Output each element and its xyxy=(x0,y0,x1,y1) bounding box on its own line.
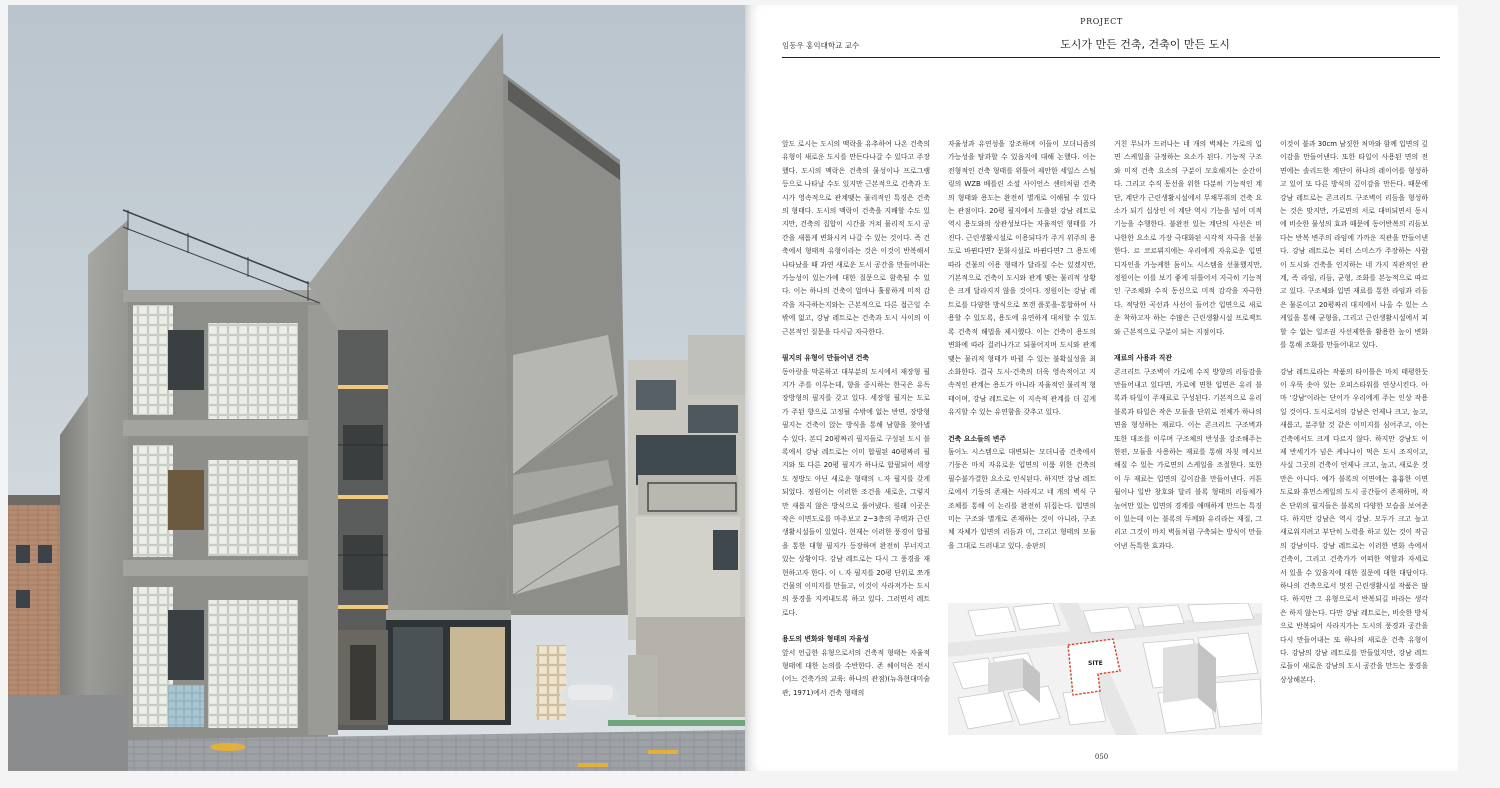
body-paragraph: 자율성과 유연성을 강조하며 이들이 모더니즘의 가능성을 탐과할 수 있음지에 대해 논했다. 이는 전형적인 건축 형태를 위틀어 제안한 세일스 스팀링의 WZB 베를린 소셜 사이언스 센터처럼 건축의 형태와 용도는 완전히 별개로 이해될 수 있다는 관점이다. 20평 필지에서 도출된 강남 레트로 역시 용도와의 상관성보다는 자율적인 형태를 가진다. 근린생활시설로 이용되다가 주거 위주의 용도로 바뀐다면? 문화시설로 바뀐다면? 그 용도에 따라 건물의 이용 형태가 달라질 수는 있겠지만, 기본적으로 건축이 도시와 관계 맺는 물리적 상황은 크게 달라지지 않을 것이다. 정원이는 강남 레트로를 다양한 방식으로 쪼갠 플롯을-통합하여 사용할 수 있도록, 용도에 유연하게 대처할 수 있도록 건축적 해법을 제시했다. 이는 건축이 용도의 변화에 따라 걸러나가고 되물어지며 도시와 관계 맺는 물리적 형태가 바뀔 수 있는 불확실성을 최소화한다. 결국 도시-건축의 더욱 영속적이고 지속적인 관계는 용도가 아니라 자율적인 물리적 형태이며, 강남 레트로는 이 지속적 관계를 더 깊게 유지할 수 있는 유연함을 갖추고 있다. xyxy=(948,140,1096,417)
body-paragraph: 동아랑을 막론하고 대부분의 도시에서 재장형 필지가 주를 이루는데, 향을 중시하는 한국은 유독 장방형의 필지를 갖고 있다. 세장형 필지는 도로가 주된 향으로 고정될 수밖에 없는 반면, 장방형 필지는 건축이 앉는 방식을 통해 남향을 찾아낼 수 있다. 본디 20평짜리 필지들로 구성된 도시 블록에서 강남 레트로는 이미 합필된 40평짜리 필지와 또 다른 20평 필지가 하나로 합필되어 세장도 정방도 아닌 새로운 형태의 ㄴ자 필지를 갖게 되었다. 정원이는 이러한 조건을 새로운, 그렇지만 새롭지 않은 방식으로 풀어냈다. 원래 이곳은 작은 이면도로를 마주보고 2~3층의 주택과 근린생활시설들이 있었다. 현재는 이러한 풍경이 합필을 통한 대형 필지가 등장하며 완전히 무너지고 있는 상황이다. 강남 레트로는 다시 그 풍경을 재현하고자 한다. 이 ㄴ자 필지를 20평 단위로 쪼개 건물의 이미지를 만들고, 이것이 사라져가는 도시의 풍경을 지켜내도록 하고 있다. 그러면서 레트로다. xyxy=(782,367,930,617)
body-paragraph: 앞서 언급한 유형으로서의 건축적 형태는 자율적 형태에 대한 논의를 수반한다. 존 헤이덕은 전시 (어느 건축가의 교육: 하나의 관점)(뉴욕현대미술관, 1971)에서 건축 형태의 xyxy=(782,648,930,697)
body-paragraph: 거친 무늬가 드러나는 네 개의 벽체는 가로의 입면 스케일을 규정하는 요소가 된다. 기능적 구조와 미적 건축 요소의 구분이 모호해지는 순간이다. 그리고 수직 동선을 위한 다분히 기능적인 계단, 계단가 근린생활시설에서 무채무취의 건축 요소가 되기 십상인 이 계단 역시 기능을 넘어 미적 기능을 수행한다. 불완전 있는 계단의 사선은 비나한한 요소로 가장 극대화된 시각적 자극을 선물한다. 르 코르뷔지에는 우리에게 자유로운 입면 디자인을 가능케한 돔이노 시스템을 선물했지만, 정원이는 이를 보기 좋게 뒤틀어서 지극히 기능적인 구조체와 수직 동선으로 미적 감각을 자극한다. 적당한 곡선과 사선이 들어간 입면으로 새로운 착하고자 하는 수많은 근린생활시설 프로젝트와 근본적으로 구분이 되는 지점이다. xyxy=(1114,140,1262,336)
body-paragraph: 돔이노 시스템으로 대변되는 모더니즘 건축에서 기둥은 마치 자유로운 입면의 이룸 위한 건축의 필수불가결한 요소로 인식된다. 하지만 강남 레트로에서 기둥의 존재는 사라지고 네 개의 벽식 구조체를 통해 이 논리를 완전히 뒤집는다. 입면의 미는 구조와 별개로 존재하는 것이 아니라, 구조체 자체가 입면의 리듬과 미, 그리고 형태의 모듈을 그대로 드러내고 있다. 송판의 xyxy=(948,447,1096,550)
page-number: 050 xyxy=(1094,753,1109,761)
section-heading: 필지의 유형이 만들어낸 건축 xyxy=(782,354,870,363)
section-label: PROJECT xyxy=(1080,17,1123,26)
article-page xyxy=(745,5,1458,771)
article-title: 도시가 만든 건축, 건축이 만든 도시 xyxy=(1060,38,1230,51)
body-paragraph: 앞도 로시는 도시의 맥락을 유추하여 나온 건축의 유형이 새로운 도시를 만든다나갈 수 있다고 주장했다. 도시의 맥락은 건축의 물성이나 프로그램 등으로 나타날 수도 있지만 근본적으로 건축과 도시가 영속적으로 관계맺는 물리적인 특징은 건축의 형태다. 도시의 맥락이 건축을 지배할 수도 있지만, 건축의 집합이 시간을 거쳐 물리적 도시 공간을 새롭게 변화시켜 나갈 수 있는 것이다. 즉 건축에서 형태적 유형이라는 것은 이것이 반복해서 나타났을 때 과연 새로운 도시 공간을 만들어내는 가능성이 있는가에 대한 질문으로 함축될 수 있다. 이는 하나의 건축이 얼마나 훌륭하게 미적 감각을 자극하는지와는 근본적으로 다른 접근일 수밖에 없고, 강남 레트로는 건축과 도시 사이의 이 근본적인 질문을 다시금 자극한다. xyxy=(782,140,930,336)
text-column-4 xyxy=(1280,138,1428,750)
section-heading: 용도의 변화와 형태의 자율성 xyxy=(782,635,870,644)
site-label: SITE xyxy=(1088,660,1103,667)
author-byline: 임동우 홍익대학교 교수 xyxy=(782,41,860,50)
header-rule xyxy=(782,57,1440,58)
text-column-2 xyxy=(948,138,1096,608)
building-photograph xyxy=(8,5,745,771)
section-heading: 건축 요소들의 변주 xyxy=(948,434,1007,443)
text-column-1 xyxy=(782,138,930,750)
text-column-3 xyxy=(1114,138,1262,608)
body-paragraph: 강남 레트로라는 작품의 타이틀은 마치 태평한듯이 우뚝 솟아 있는 오피스타워를 연상시킨다. 아마 '강남'이라는 단어가 우리에게 주는 인상 작용일 것이다. 도시로서의 강남은 언제나 크고, 높고, 새롭고, 분주할 것 같은 이미지를 심어주고, 이는 건축에서도 크게 다르지 않다. 하지만 강남도 이제 반세기가 넘은 케나나이 먹은 도시 조직이고, 사실 그곳의 건축이 언제나 크고, 높고, 새로운 것만은 아니다. 예가 블록의 이면에는 흉흉한 이면도로와 휴먼스케일의 도시 공간들이 존재하며, 작은 단위의 필지들은 블록의 다양한 모습을 보여준다. 하지만 강남은 역시 강남. 모두가 크고 높고 새로워지려고 부단히 노력을 하고 있는 것이 작금의 강남이다. 강남 레트로는 이러한 변화 속에서 건축이, 그리고 건축가가 어떠한 역할과 자세로 서 있을 수 있을지에 대한 질문에 대한 대답이다. 하나의 건축으로서 멋진 근린생활시설 작품은 많다. 하지만 그 유형으로서 반복되길 바라는 생각은 하지 않는다. 다만 강남 레트로는, 비슷한 방식으로 반복되어 사라지가는 도시의 풍경과 공간을 다시 만들어내는 또 하나의 새로운 건축 유형이다. 강남의 강남 레트로를 만들었지만, 강남 레트로들이 새로운 강남의 도시 공간을 만드는 풍경을 상상해본다. xyxy=(1280,367,1428,684)
body-paragraph: 이것이 불과 30cm 남짓한 처마와 함께 입면의 깊이감을 만들어낸다. 또한 타일이 사용된 면의 전면에는 솔리드한 계단이 하나의 레이어를 형성하고 있어 또 다른 방식의 깊이감을 만든다. 때문에 강남 레트로는 콘크리트 구조벽이 리듬을 형성하는 것은 맞지만, 가로면의 서로 대비되면서 동시에 비슷한 물성의 효과 때문에 동어반복의 리듬보다는 반복 변주의 라임에 가까운 직관을 만들어낸다. 강남 레트로는 피터 스미스가 주장하는 사람이 도시와 건축을 인지하는 네 가지 직관적인 관계, 즉 라임, 리듬, 균형, 조화를 본능적으로 따르고 있다. 구조체와 입면 재료를 통한 라임과 리듬은 물론이고 20평짜리 대지에서 나올 수 있는 스케일을 통해 균형을, 그리고 근린생활시설에서 피할 수 없는 일조권 사선제한을 활용한 높이 변화를 통해 조화를 만들어내고 있다. xyxy=(1280,140,1428,350)
body-paragraph: 콘크리트 구조벽이 가로에 수직 방향의 리듬감을 만들어내고 있다면, 가로에 면한 입면은 유리 블록과 타일이 주재료로 구성된다. 기본적으로 유리 블록과 타일은 작은 모듈을 단위로 전체가 하나의 면을 형성하는 재료다. 이는 콘크리트 구조벽과 또한 대조를 이루며 구조체의 반성을 강조해주는 한편, 모듈을 사용하는 재료를 통해 자칫 메시브해질 수 있는 가로면의 스케일을 조절한다. 또한 이 두 재료는 입면의 깊이감을 만들어낸다. 커튼월이나 일반 창호와 달리 블록 형태의 리듬체가 높여만 있는 입면의 경계를 애매하게 만드는 특징이 있는데 이는 블록의 두께와 유리라는 재질, 그리고 그것이 마치 벽돌처럼 구축되는 방식이 만들어낸 독특한 효과다. xyxy=(1114,367,1262,550)
section-heading: 재료의 사용과 직관 xyxy=(1114,354,1173,363)
site-axonometric-diagram xyxy=(948,603,1262,735)
